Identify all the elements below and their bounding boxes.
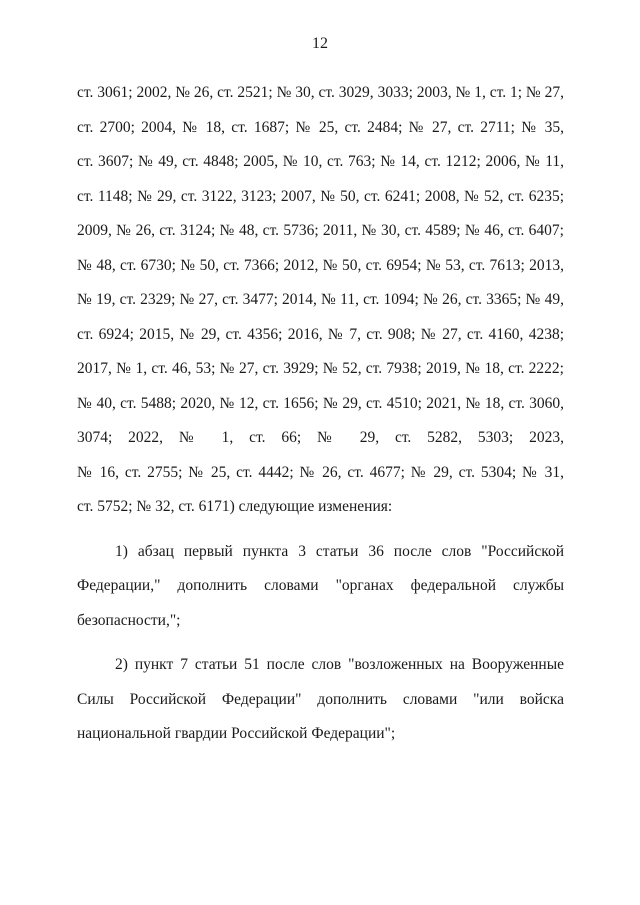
text-line: Федерации," дополнить словами "органах федеральной службы	[77, 577, 564, 594]
text-line: 1) абзац первый пункта 3 статьи 36 после слов "Российской	[115, 542, 564, 560]
text-line: № 48, ст. 6730; № 50, ст. 7366; 2012, № 50, ст. 6954; № 53, ст. 7613; 2013,	[77, 256, 564, 274]
text-line: ст. 5752; № 32, ст. 6171) следующие изменения:	[77, 498, 393, 515]
text-line: безопасности,";	[77, 611, 181, 629]
text-line: 2017, № 1, ст. 46, 53; № 27, ст. 3929; № 52, ст. 7938; 2019, № 18, ст. 2222;	[77, 360, 564, 377]
text-line: ст. 3607; № 49, ст. 4848; 2005, № 10, ст. 763; № 14, ст. 1212; 2006, № 11,	[77, 153, 564, 170]
text-line: 3074; 2022, № 1, ст. 66; № 29, ст. 5282, 5303; 2023,	[77, 429, 564, 446]
text-line: ст. 1148; № 29, ст. 3122, 3123; 2007, № 50, ст. 6241; 2008, № 52, ст. 6235;	[77, 187, 564, 205]
text-line: 2) пункт 7 статьи 51 после слов "возложенных на Вооруженные	[115, 656, 564, 673]
paragraph-citations	[77, 76, 564, 525]
page-number: 12	[312, 35, 328, 52]
paragraph-item-1	[77, 535, 564, 639]
document-body	[77, 76, 564, 752]
text-line: 2009, № 26, ст. 3124; № 48, ст. 5736; 2011, № 30, ст. 4589; № 46, ст. 6407;	[77, 222, 564, 239]
text-line: Силы Российской Федерации" дополнить словами "или войска	[77, 690, 564, 708]
text-line: национальной гвардии Российской Федерации";	[77, 725, 396, 742]
text-line: ст. 3061; 2002, № 26, ст. 2521; № 30, ст. 3029, 3033; 2003, № 1, ст. 1; № 27,	[77, 84, 564, 101]
paragraph-item-2	[77, 648, 564, 752]
text-line: № 19, ст. 2329; № 27, ст. 3477; 2014, № 11, ст. 1094; № 26, ст. 3365; № 49,	[77, 291, 564, 308]
text-line: № 16, ст. 2755; № 25, ст. 4442; № 26, ст. 4677; № 29, ст. 5304; № 31,	[77, 463, 564, 481]
text-line: ст. 6924; 2015, № 29, ст. 4356; 2016, № 7, ст. 908; № 27, ст. 4160, 4238;	[77, 325, 564, 343]
text-line: ст. 2700; 2004, № 18, ст. 1687; № 25, ст. 2484; № 27, ст. 2711; № 35,	[77, 118, 564, 136]
text-line: № 40, ст. 5488; 2020, № 12, ст. 1656; № 29, ст. 4510; 2021, № 18, ст. 3060,	[77, 394, 564, 412]
